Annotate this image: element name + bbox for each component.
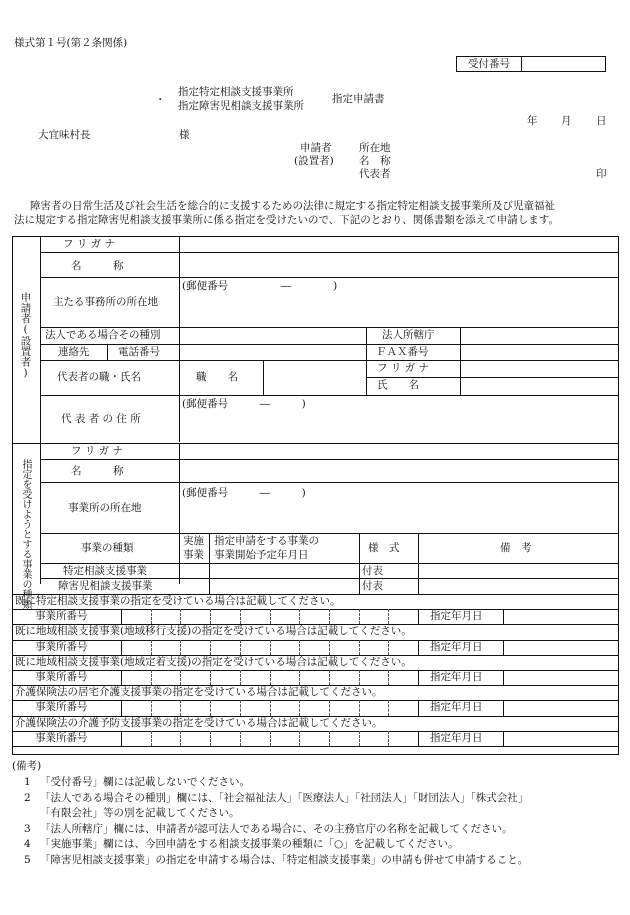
addressee-honorific: 様 bbox=[179, 129, 190, 141]
note-text: 「法人所轄庁」欄には、申請者が認可法人である場合に、その主務官庁の名称を記載してください。 bbox=[40, 822, 513, 835]
rep-position-label: 代表者の職・氏名 bbox=[57, 371, 141, 383]
rep-postal-field[interactable]: (郵便番号 ― ) bbox=[182, 398, 306, 410]
addressee: 大宜味村長 bbox=[38, 129, 91, 141]
business-name-label: 名 称 bbox=[71, 465, 124, 477]
intro-line-2: 法に規定する指定障害児相談支援事業所に係る指定を受けたいので、下記のとおり、関係書類を添えて申請します。 bbox=[14, 214, 559, 226]
postal-code-field[interactable]: (郵便番号 ― ) bbox=[182, 280, 338, 292]
title-line-1: 指定特定相談支援事業所 bbox=[178, 86, 294, 98]
designation-date-label: 指定年月日 bbox=[430, 731, 483, 744]
receipt-number-label: 受付番号 bbox=[457, 57, 522, 71]
office-number-label: 事業所番号 bbox=[35, 640, 88, 653]
note-text: 「有限会社」等の別を記載してください。 bbox=[40, 807, 240, 819]
position-label: 職 名 bbox=[196, 371, 238, 383]
prior-designation-note: 既に特定相談支援事業の指定を受けている場合は記載してください。 bbox=[15, 595, 341, 607]
office-address-label: 主たる事務所の所在地 bbox=[53, 296, 158, 308]
title-suffix: 指定申請書 bbox=[332, 93, 385, 105]
receipt-number-box bbox=[456, 56, 606, 72]
application-table bbox=[12, 236, 619, 755]
name-field-label: 名 称 bbox=[71, 260, 124, 272]
address-label: 所在地 bbox=[359, 142, 391, 154]
prior-designation-note: 介護保険法の介護予防支援事業の指定を受けている場合は記載してください。 bbox=[15, 716, 383, 729]
remarks-header: 備 考 bbox=[500, 542, 532, 554]
corp-office-label: 法人所轄庁 bbox=[382, 329, 435, 341]
section2-vertical-label: 指定を受けようとする事業の種類 bbox=[20, 459, 31, 609]
business-furigana-label: フ リ ガ ナ bbox=[71, 445, 124, 457]
form-header: 様 式 bbox=[368, 542, 400, 554]
business-postal-field[interactable]: (郵便番号 ― ) bbox=[182, 487, 306, 499]
rep-address-label: 代 表 者 の 住 所 bbox=[61, 413, 141, 425]
note-number: 3 bbox=[24, 822, 31, 835]
start-date-header-1: 指定申請をする事業の bbox=[214, 535, 319, 547]
date-day: 日 bbox=[596, 115, 607, 127]
office-number-label: 事業所番号 bbox=[35, 610, 88, 623]
business-address-label: 事業所の所在地 bbox=[68, 502, 142, 514]
note-text: 「実施事業」欄には、今回申請をする相談支援事業の種類に「○」を記載してください。 bbox=[40, 838, 459, 850]
date-month: 月 bbox=[561, 115, 572, 127]
name-label: 名 称 bbox=[359, 155, 391, 167]
title-line-2: 指定障害児相談支援事業所 bbox=[178, 100, 304, 112]
rep-furigana-label: フ リ ガ ナ bbox=[377, 362, 430, 374]
form-row-1: 付表 bbox=[362, 565, 383, 577]
furigana-label: フ リ ガ ナ bbox=[63, 238, 116, 250]
office-number-label: 事業所番号 bbox=[35, 671, 88, 683]
note-text: 「障害児相談支援事業」の指定を申請する場合は、「特定相談支援事業」の申請も併せて申請すること。 bbox=[40, 853, 529, 866]
note-number: 5 bbox=[24, 853, 31, 866]
seal-mark: 印 bbox=[596, 168, 607, 180]
form-number: 様式第１号(第２条関係) bbox=[14, 37, 128, 49]
section1-vertical-label: 申請者(設置者) bbox=[19, 292, 32, 379]
rep-name-label: 氏 名 bbox=[377, 379, 419, 391]
note-text: 「法人である場合その種別」欄には、「社会福祉法人」「医療法人」「社団法人」「財団法人」「株式会社」 bbox=[40, 791, 529, 804]
fax-label: ＦＡＸ番号 bbox=[376, 346, 429, 358]
business-row-2: 障害児相談支援事業 bbox=[58, 580, 153, 592]
business-type-header: 事業の種類 bbox=[81, 542, 134, 554]
note-text: 「受付番号」欄には記載しないでください。 bbox=[40, 776, 250, 788]
office-number-label: 事業所番号 bbox=[35, 701, 88, 714]
prior-designation-note: 既に地域相談支援事業(地域定着支援)の指定を受けている場合は記載してください。 bbox=[15, 655, 412, 668]
prior-designation-note: 既に地域相談支援事業(地域移行支援)の指定を受けている場合は記載してください。 bbox=[15, 625, 412, 638]
representative-label: 代表者 bbox=[359, 168, 391, 180]
start-date-header-2: 事業開始予定年月日 bbox=[214, 549, 309, 561]
designation-date-label: 指定年月日 bbox=[430, 701, 483, 714]
phone-label: 電話番号 bbox=[118, 346, 160, 358]
business-row-1: 特定相談支援事業 bbox=[63, 565, 147, 577]
applicant-sub-label: (設置者) bbox=[294, 155, 334, 167]
implement-header-2: 事業 bbox=[183, 549, 204, 561]
corp-type-label: 法人である場合その種別 bbox=[45, 329, 161, 341]
title-dot: ・ bbox=[155, 94, 166, 106]
prior-designation-note: 介護保険法の居宅介護支援事業の指定を受けている場合は記載してください。 bbox=[15, 686, 383, 699]
office-number-label: 事業所番号 bbox=[35, 731, 88, 744]
applicant-label: 申請者 bbox=[300, 142, 332, 154]
designation-date-label: 指定年月日 bbox=[430, 671, 483, 683]
designation-date-label: 指定年月日 bbox=[430, 640, 483, 653]
note-number: 4 bbox=[24, 838, 31, 850]
designation-date-label: 指定年月日 bbox=[430, 610, 483, 623]
notes-title: (備考) bbox=[12, 760, 42, 772]
note-number: 1 bbox=[24, 776, 31, 788]
date-year: 年 bbox=[527, 115, 538, 127]
note-number: 2 bbox=[24, 791, 31, 804]
contact-label: 連絡先 bbox=[58, 346, 90, 358]
intro-line-1: 障害者の日常生活及び社会生活を総合的に支援するための法律に規定する指定特定相談支援事業所及び児童福祉 bbox=[30, 200, 555, 212]
implement-header-1: 実施 bbox=[183, 535, 204, 547]
form-row-2: 付表 bbox=[362, 580, 383, 592]
